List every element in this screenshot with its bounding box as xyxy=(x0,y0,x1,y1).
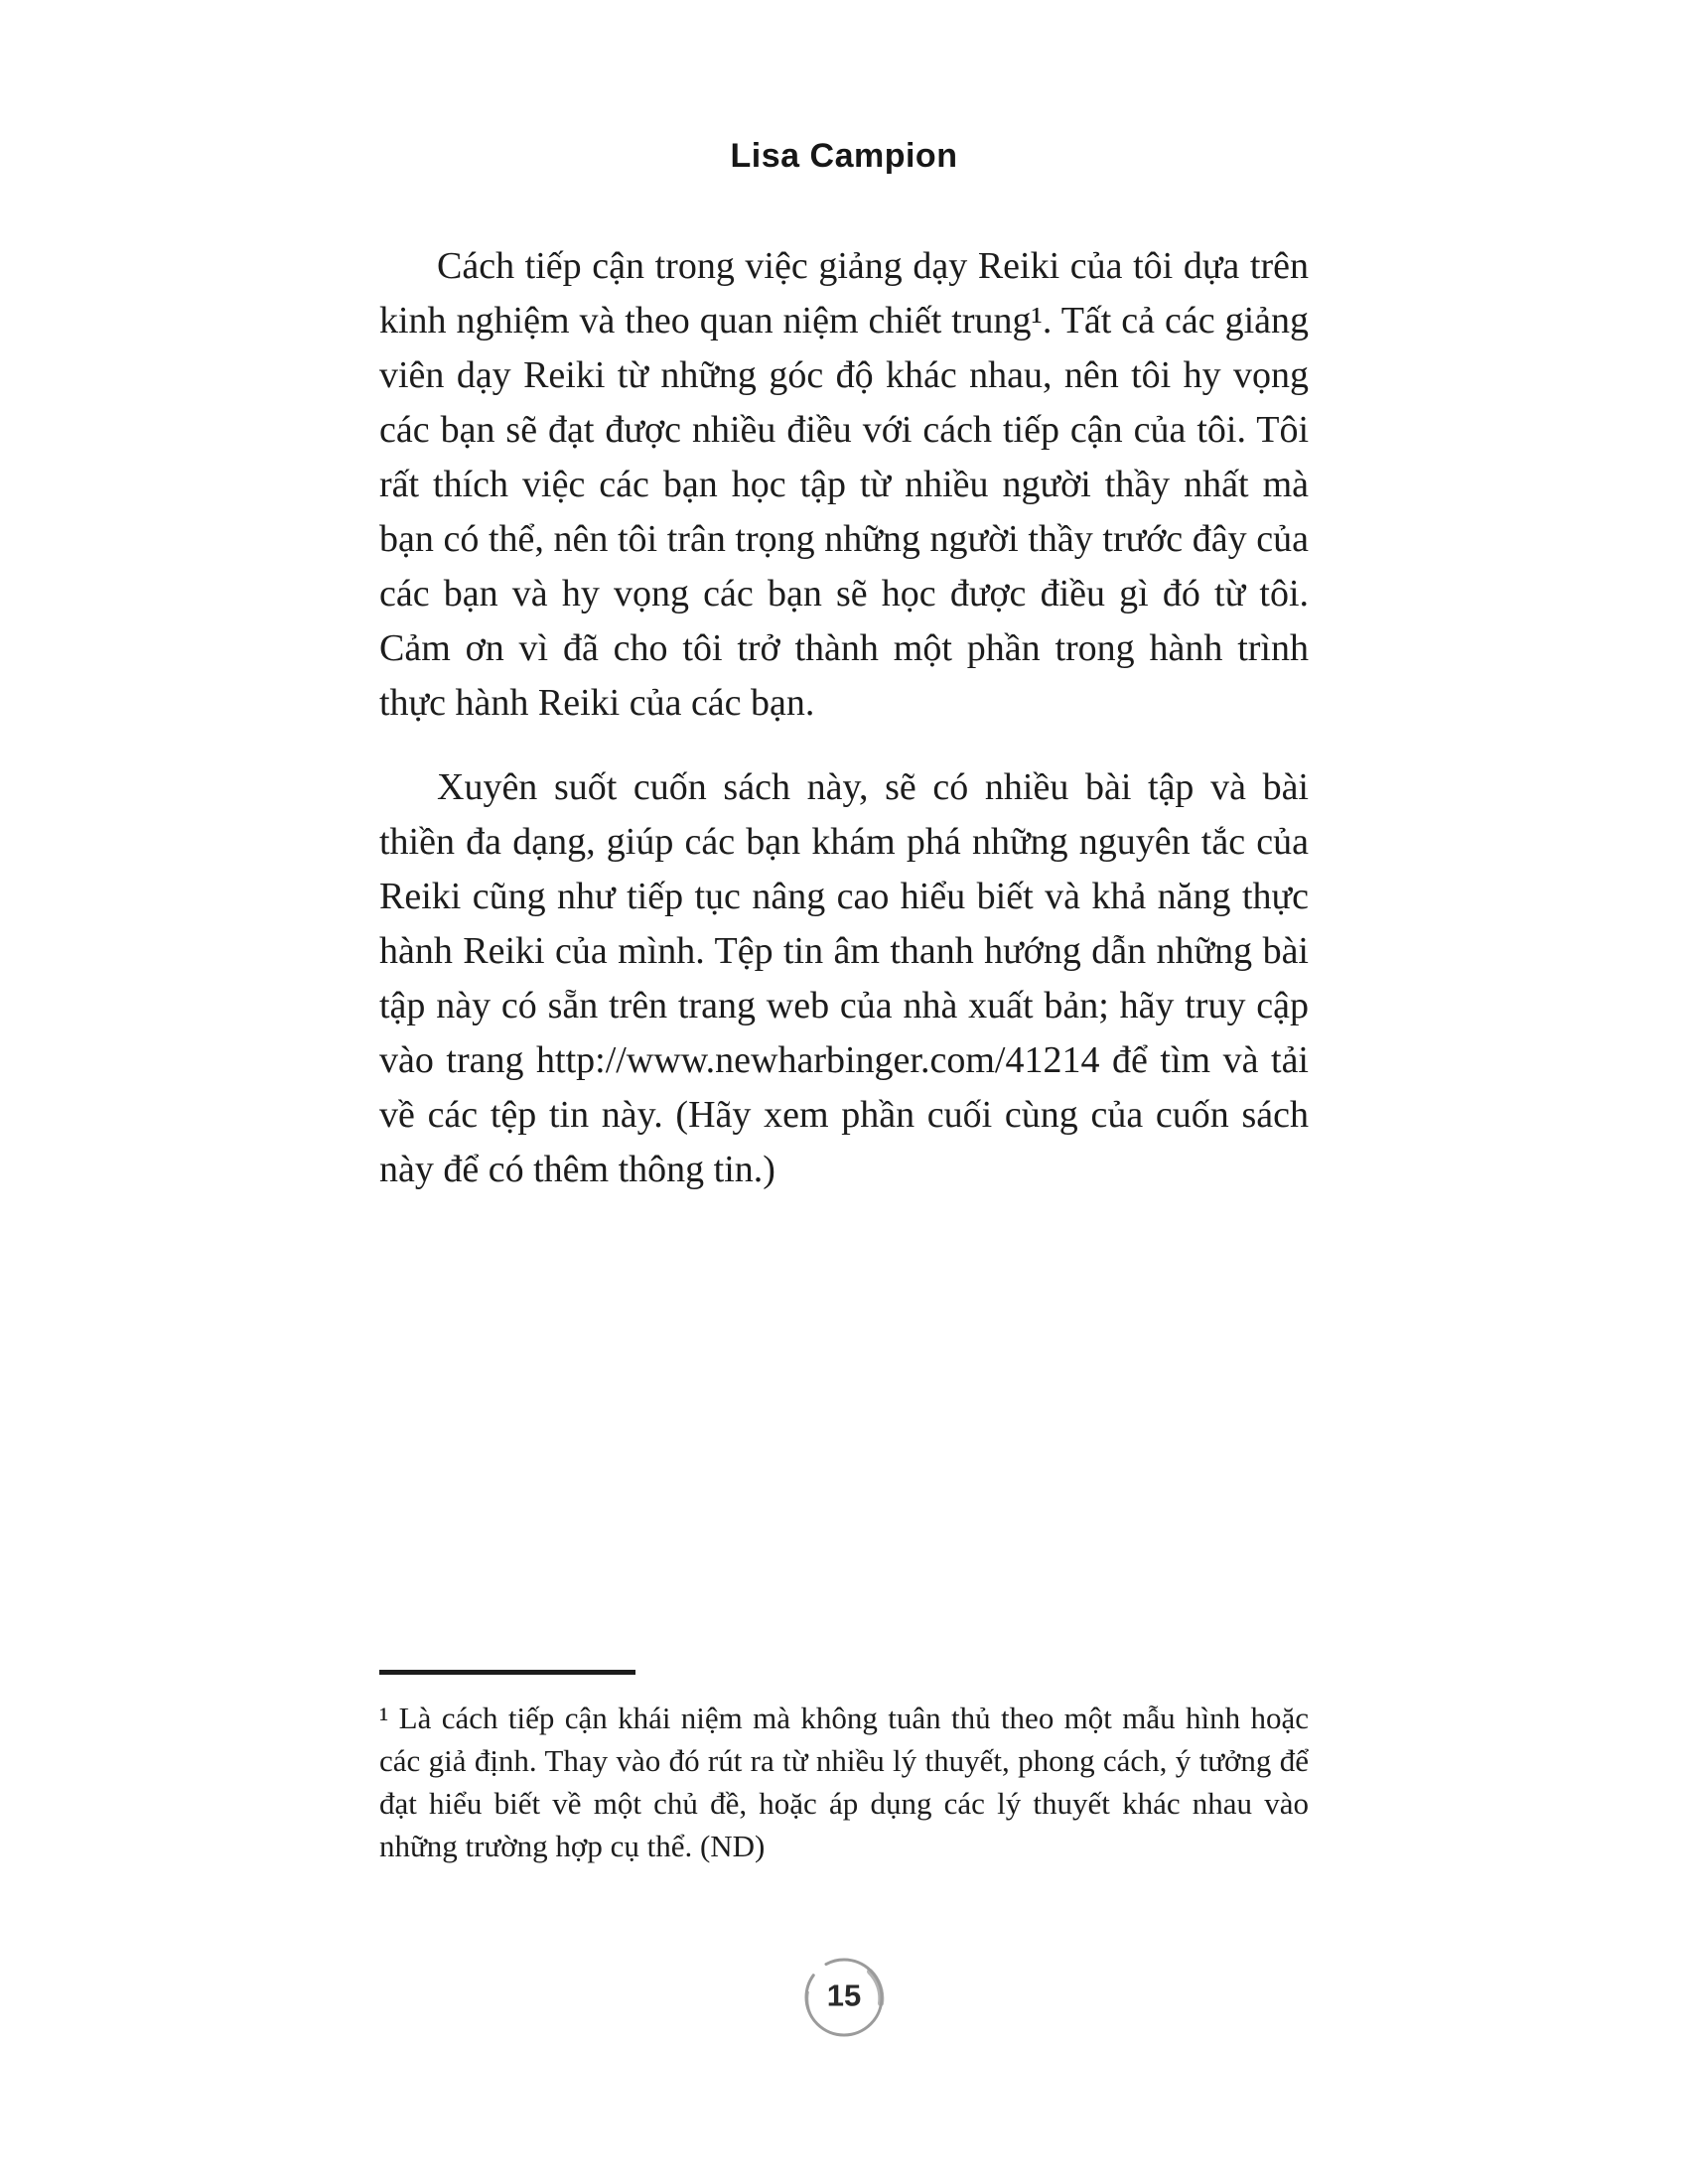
footnote-separator xyxy=(379,1670,635,1675)
paragraph-1: Cách tiếp cận trong việc giảng dạy Reiki của tôi dựa trên kinh nghiệm và theo quan niệm chiết trung¹. Tất cả các giảng viên dạy Reiki từ những góc độ khác nhau, nên tôi hy vọng các bạn sẽ đạt được nhiều điều với cách tiếp cận của tôi. Tôi rất thích việc các bạn học tập từ nhiều người thầy nhất mà bạn có thể, nên tôi trân trọng những người thầy trước đây của các bạn và hy vọng các bạn sẽ học được điều gì đó từ tôi. Cảm ơn vì đã cho tôi trở thành một phần trong hành trình thực hành Reiki của các bạn. xyxy=(379,245,1309,724)
footnote-text: ¹ Là cách tiếp cận khái niệm mà không tuân thủ theo một mẫu hình hoặc các giả định. Thay vào đó rút ra từ nhiều lý thuyết, phong cách, ý tưởng để đạt hiểu biết về một chủ đề, hoặc áp dụng các lý thuyết khác nhau vào những trường hợp cụ thể. (ND) xyxy=(379,1701,1309,1863)
page-number-ornament xyxy=(794,1948,894,2047)
page-number: 15 xyxy=(826,1978,862,2013)
body-text xyxy=(379,239,1309,1197)
paragraph-2: Xuyên suốt cuốn sách này, sẽ có nhiều bài tập và bài thiền đa dạng, giúp các bạn khám phá những nguyên tắc của Reiki cũng như tiếp tục nâng cao hiểu biết và khả năng thực hành Reiki của mình. Tệp tin âm thanh hướng dẫn những bài tập này có sẵn trên trang web của nhà xuất bản; hãy truy cập vào trang http://www.newharbinger.com/41214 để tìm và tải về các tệp tin này. (Hãy xem phần cuối cùng của cuốn sách này để có thêm thông tin.) xyxy=(379,766,1309,1190)
running-head-author: Lisa Campion xyxy=(730,137,958,175)
footnote-block xyxy=(379,1670,1309,1867)
